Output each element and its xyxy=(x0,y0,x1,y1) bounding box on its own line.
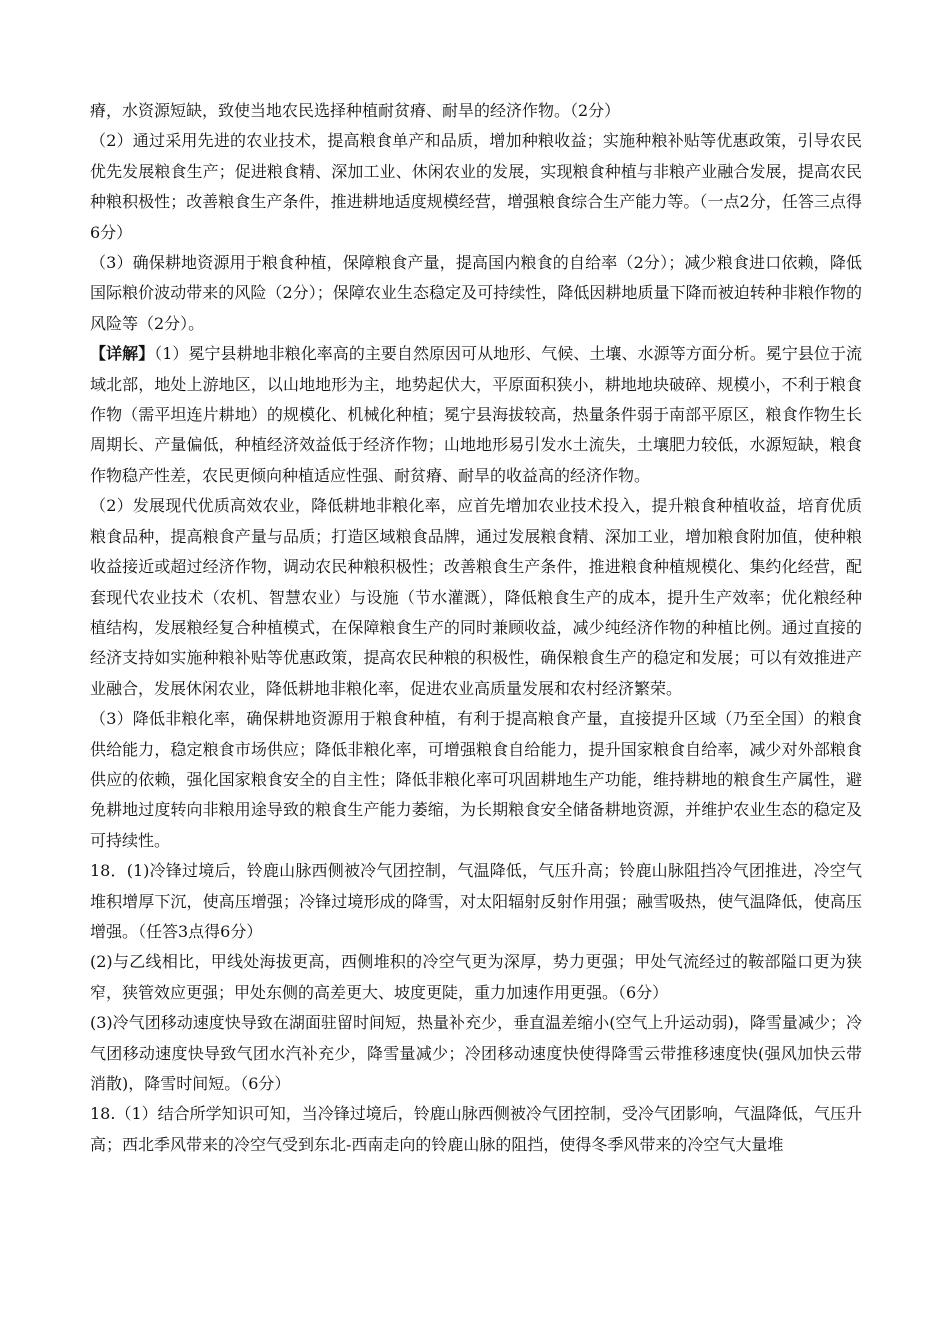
detail-paragraph-q17-3 xyxy=(90,704,862,856)
paragraph-text: （3）降低非粮化率，确保耕地资源用于粮食种植，有利于提高粮食产量，直接提升区域（乃至全国）的粮食供给能力，稳定粮食市场供应；降低非粮化率，可增强粮食自给能力，提升国家粮食自给率，减少对外部粮食供应的依赖，强化国家粮食安全的自主性；降低非粮化率可巩固耕地生产功能，维持耕地的粮食生产属性，避免耕地过度转向非粮用途导致的粮食生产能力萎缩，为长期粮食安全储备耕地资源，并维护农业生态的稳定及可持续性。 xyxy=(90,709,862,850)
paragraph-text: （1）冕宁县耕地非粮化率高的主要自然原因可从地形、气候、土壤、水源等方面分析。冕宁县位于流域北部，地处上游地区，以山地地形为主，地势起伏大，平原面积狭小，耕地地块破碎、规模小，不利于粮食作物（需平坦连片耕地）的规模化、机械化种植；冕宁县海拔较高，热量条件弱于南部平原区，粮食作物生长周期长、产量偏低，种植经济效益低于经济作物；山地地形易引发水土流失，土壤肥力较低，水源短缺，粮食作物稳产性差，农民更倾向种植适应性强、耐贫瘠、耐旱的收益高的经济作物。 xyxy=(90,344,862,485)
detail-paragraph-q18-1 xyxy=(90,1099,862,1160)
answer-paragraph-q18-1 xyxy=(90,856,862,947)
answer-paragraph-q18-3 xyxy=(90,1008,862,1099)
paragraph-text: (2)与乙线相比，甲线处海拔更高，西侧堆积的冷空气更为深厚，势力更强；甲处气流经过的鞍部隘口更为狭窄，狭管效应更强；甲处东侧的高差更大、坡度更陡，重力加速作用更强。（6分） xyxy=(90,952,862,1002)
detail-paragraph-q17-1 xyxy=(90,339,862,491)
answer-paragraph-q17-3 xyxy=(90,248,862,339)
paragraph-text: （2）通过采用先进的农业技术，提高粮食单产和品质，增加种粮收益；实施种粮补贴等优惠政策，引导农民优先发展粮食生产；促进粮食精、深加工业、休闲农业的发展，实现粮食种植与非粮产业融合发展，提高农民种粮积极性；改善粮食生产条件，推进耕地适度规模经营，增强粮食综合生产能力等。（一点2分，任答三点得6分） xyxy=(90,131,862,242)
paragraph-text: （2）发展现代优质高效农业，降低耕地非粮化率，应首先增加农业技术投入，提升粮食种植收益，培育优质粮食品种，提高粮食产量与品质；打造区域粮食品牌，通过发展粮食精、深加工业，增加粮食附加值，使种粮收益接近或超过经济作物，调动农民种粮积极性；改善粮食生产条件，推进粮食种植规模化、集约化经营，配套现代农业技术（农机、智慧农业）与设施（节水灌溉），降低粮食生产的成本，提升生产效率；优化粮经种植结构，发展粮经复合种植模式，在保障粮食生产的同时兼顾收益，减少纯经济作物的种植比例。通过直接的经济支持如实施种粮补贴等优惠政策，提高农民种粮的积极性，确保粮食生产的稳定和发展；可以有效推进产业融合，发展休闲农业，降低耕地非粮化率，促进农业高质量发展和农村经济繁荣。 xyxy=(90,496,862,698)
paragraph-text: （3）确保耕地资源用于粮食种植，保障粮食产量，提高国内粮食的自给率（2分）；减少粮食进口依赖，降低国际粮价波动带来的风险（2分）；保障农业生态稳定及可持续性，降低因耕地质量下降而被迫转种非粮作物的风险等（2分）。 xyxy=(90,253,862,333)
answer-paragraph-continuation xyxy=(90,96,862,126)
detail-paragraph-q17-2 xyxy=(90,491,862,704)
answer-paragraph-q18-2 xyxy=(90,947,862,1008)
document-page xyxy=(90,96,862,1160)
paragraph-text: 瘠，水资源短缺，致使当地农民选择种植耐贫瘠、耐旱的经济作物。（2分） xyxy=(90,101,621,120)
answer-paragraph-q17-2 xyxy=(90,126,862,248)
paragraph-text: (3)冷气团移动速度快导致在湖面驻留时间短，热量补充少，垂直温差缩小(空气上升运动弱)，降雪量减少；冷气团移动速度快导致气团水汽补充少，降雪量减少；冷团移动速度快使得降雪云带推移速度快(强风加快云带消散)，降雪时间短。（6分） xyxy=(90,1013,862,1093)
paragraph-text: 18.（1）结合所学知识可知，当冷锋过境后，铃鹿山脉西侧被冷气团控制，受冷气团影响，气温降低，气压升高；西北季风带来的冷空气受到东北-西南走向的铃鹿山脉的阻挡，使得冬季风带来的冷空气大量堆 xyxy=(90,1104,862,1154)
paragraph-text: 18．(1)冷锋过境后，铃鹿山脉西侧被冷气团控制，气温降低，气压升高；铃鹿山脉阻挡冷气团推进，冷空气堆积增厚下沉，使高压增强；冷锋过境形成的降雪，对太阳辐射反射作用强；融雪吸热，使气温降低，使高压增强。（任答3点得6分） xyxy=(90,861,862,941)
detail-label: 【详解】 xyxy=(90,344,155,364)
